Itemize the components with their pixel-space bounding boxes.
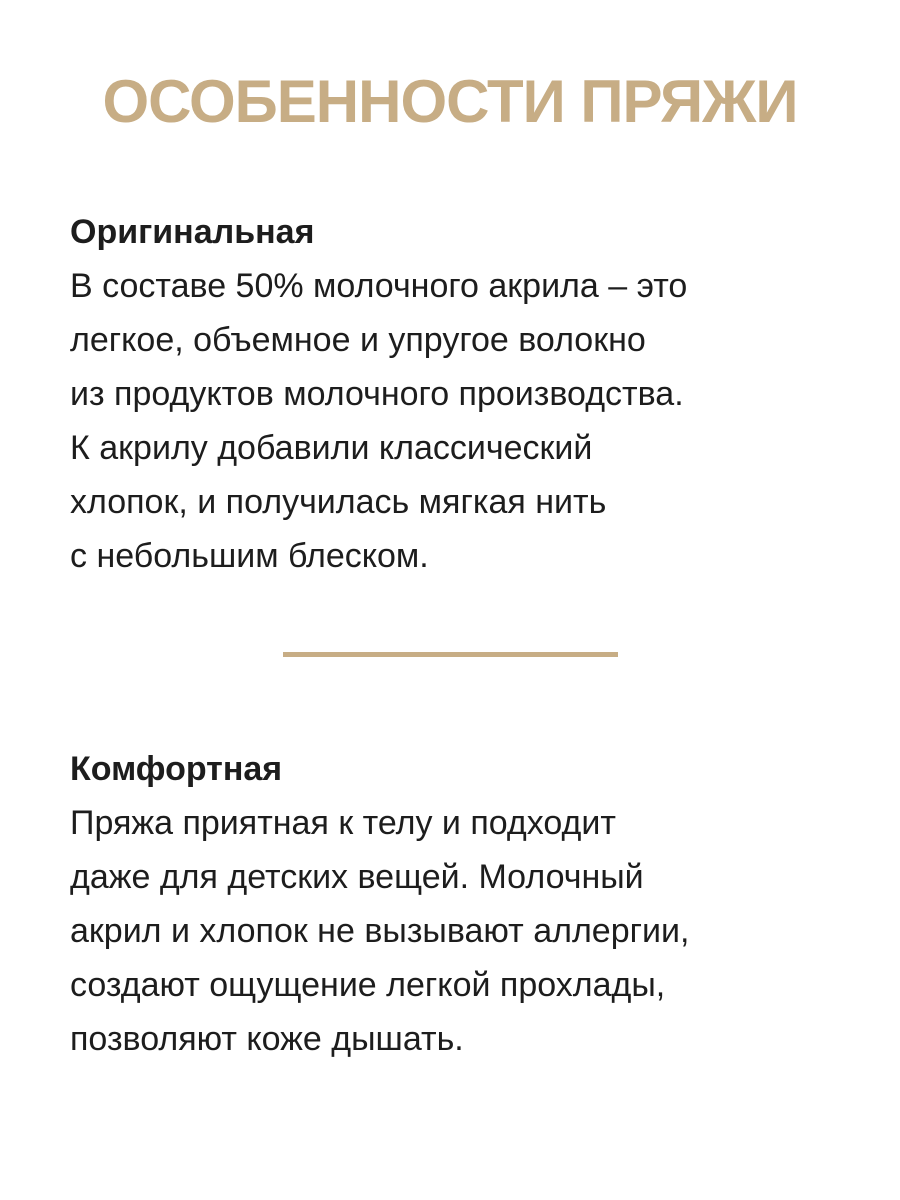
page-title: ОСОБЕННОСТИ ПРЯЖИ [102,68,798,135]
section-comfort [70,742,870,1066]
section-text-line: даже для детских вещей. Молочный [70,858,644,896]
section-text-line: легкое, объемное и упругое волокно [70,321,646,359]
section-original [70,205,870,583]
section-text-line: из продуктов молочного производства. [70,375,684,413]
section-text-line: В составе 50% молочного акрила – это [70,267,688,305]
section-text-line: создают ощущение легкой прохлады, [70,966,666,1004]
section-text-line: Пряжа приятная к телу и подходит [70,804,616,842]
section-heading: Оригинальная [70,213,315,251]
section-text-line: хлопок, и получилась мягкая нить [70,483,607,521]
section-divider [283,652,618,657]
section-text-line: с небольшим блеском. [70,537,429,575]
section-heading: Комфортная [70,750,283,788]
section-text-line: К акрилу добавили классический [70,429,593,467]
section-text-line: позволяют коже дышать. [70,1020,464,1058]
section-text-line: акрил и хлопок не вызывают аллергии, [70,912,690,950]
